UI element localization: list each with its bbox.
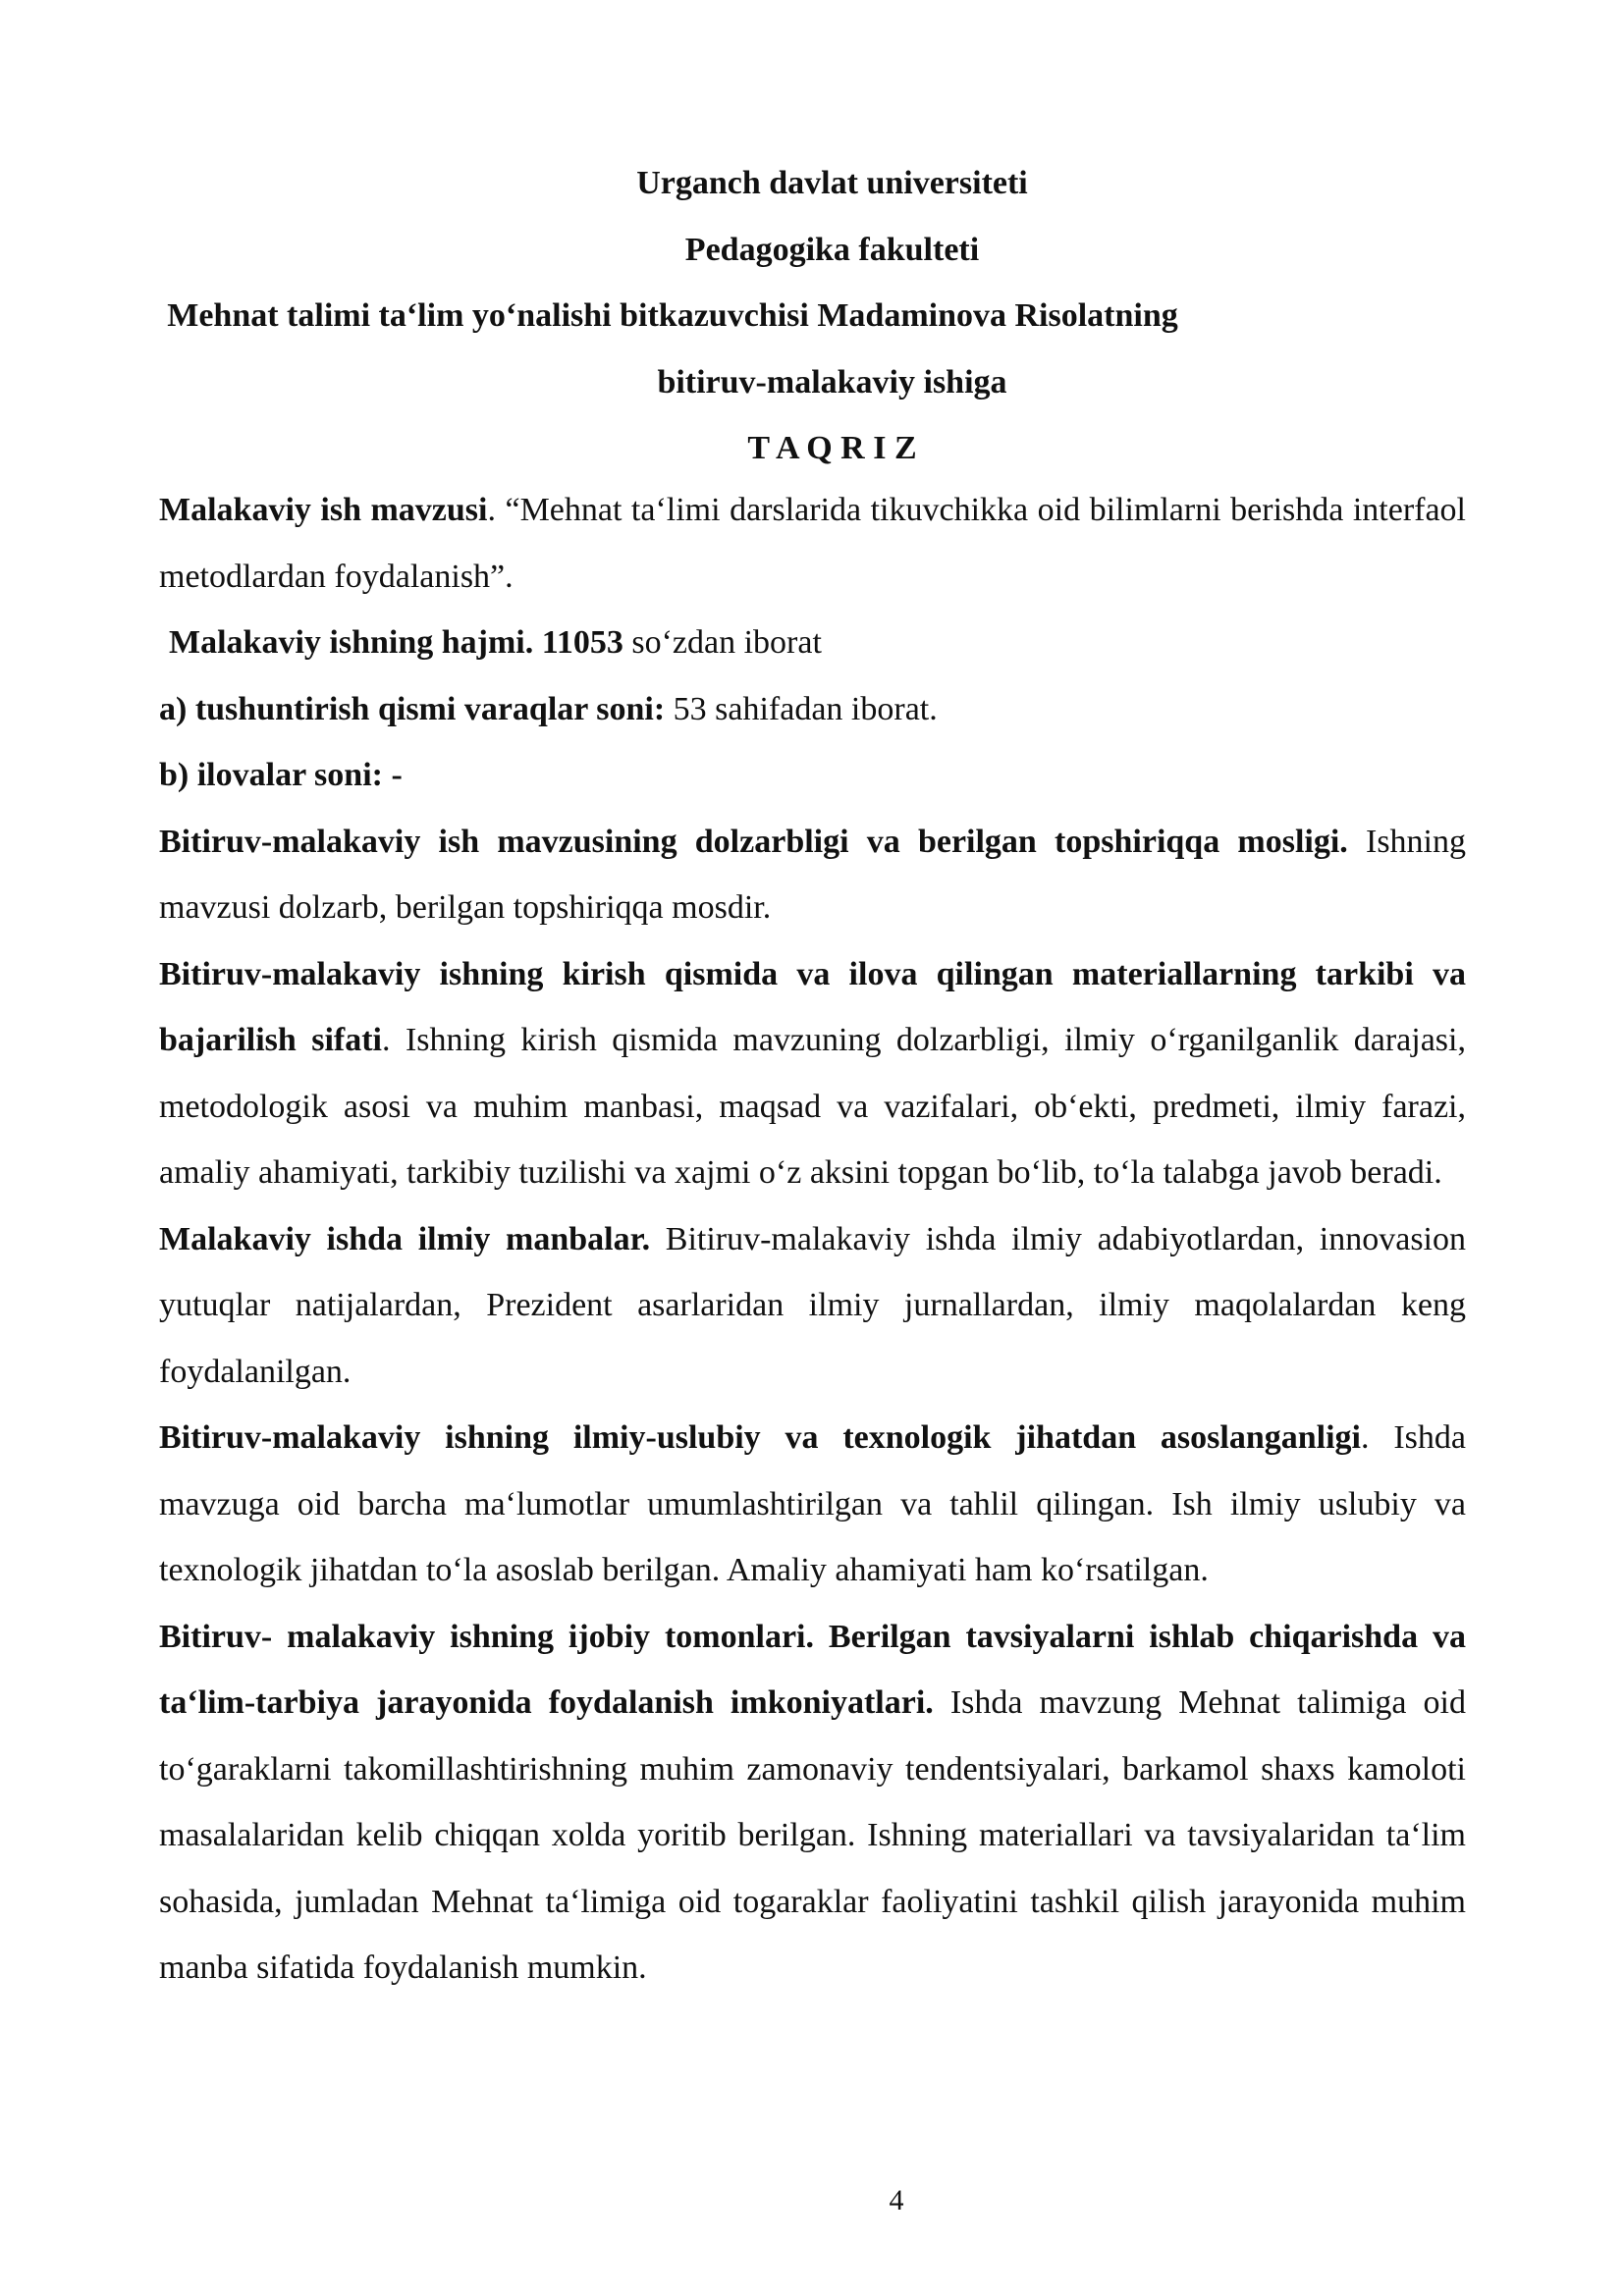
section-text: . Ishda mavzuga oid barcha maʻlumotlar umumlashtirilgan va tahlil qilingan. Ish ilmiy uslubiy va texnologik jihatdan toʻla asoslab berilgan. Amaliy ahamiyati ham koʻrsatilgan. [159, 1419, 1466, 1588]
section-text: . Ishning kirish qismida mavzuning dolzarbligi, ilmiy oʻrganilganlik darajasi, metodologik asosi va muhim manbasi, maqsad va vazifalari, obʻekti, predmeti, ilmiy farazi, amaliy ahamiyati, tarkibiy tuzilishi va xajmi oʻz aksini topgan boʻlib, toʻla talabga javob beradi. [159, 1022, 1466, 1191]
document-header [167, 150, 1561, 482]
section-positive-aspects [159, 1604, 1466, 2002]
section-text: Ishning mavzusi dolzarb, berilgan topshiriqqa mosdir. [159, 823, 1467, 926]
section-text: 53 sahifadan iborat. [665, 690, 938, 727]
section-text: Bitiruv-malakaviy ishda ilmiy adabiyotlardan, innovasion yutuqlar natijalardan, Prezident asarlaridan ilmiy jurnallardan, ilmiy maqolalardan keng foydalanilgan. [159, 1220, 1466, 1390]
section-topic [159, 477, 1466, 610]
section-label: Malakaviy ishning hajmi. 11053 [169, 624, 623, 661]
section-volume [159, 610, 1466, 676]
page-number: 4 [889, 2184, 904, 2216]
section-label: a) tushuntirish qismi varaqlar soni: [159, 690, 666, 727]
student-line: Mеhnat talimi taʻlim yoʻnalishi bitkazuvchisi Madaminova Risolatning [167, 297, 1178, 334]
review-body [159, 477, 1466, 2002]
section-label: Bitiruv-malakaviy ishning kirish qismida va ilova qilingan materiallarning tarkibi va bajarilish sifati [159, 955, 1466, 1058]
section-scientific-sources [159, 1206, 1466, 1406]
section-label: b) ilovalar soni: - [159, 757, 403, 793]
section-methodology [159, 1405, 1466, 1604]
section-relevance [159, 809, 1466, 941]
section-label: Bitiruv- malakaviy ishning ijobiy tomonlari. Berilgan tavsiyalarni ishlab chiqarishda va taʻlim-tarbiya jarayonida foydalanish imkoniyatlari. [159, 1618, 1466, 1721]
section-label: Bitiruv-malakaviy ish mavzusining dolzarbligi va berilgan topshiriqqa mosligi. [159, 823, 1348, 860]
section-explanatory-pages [159, 676, 1466, 743]
document-type-title: T A Q R I Z [747, 430, 917, 466]
faculty-name: Pedagogika fakulteti [684, 231, 980, 268]
work-title: bitiruv-malakaviy ishiga [657, 363, 1007, 400]
section-text: . “Mehnat taʻlimi darslarida tikuvchikka oid bilimlarni berishda interfaol metodlardan foydalanish”. [159, 492, 1466, 595]
section-text: soʻzdan iborat [623, 624, 822, 661]
section-introduction-quality [159, 941, 1466, 1206]
section-appendices [159, 742, 1466, 809]
section-text: Ishda mavzung Mеhnat talimiga oid toʻgaraklarni takomillashtirishning muhim zamonaviy tendentsiyalari, barkamol shaxs kamoloti masalalaridan kelib chiqqan xolda yoritib berilgan. Ishning materiallari va tavsiyalaridan taʻlim sohasida, jumladan Mehnat taʻlimiga oid togaraklar faoliyatini tashkil qilish jarayonida muhim manba sifatida foydalanish mumkin. [159, 1684, 1466, 1986]
section-label: Bitiruv-malakaviy ishning ilmiy-uslubiy va texnologik jihatdan asoslanganligi [159, 1419, 1362, 1456]
university-name: Urganch davlat universiteti [636, 165, 1028, 201]
section-label: Malakaviy ishda ilmiy manbalar. [159, 1220, 651, 1257]
section-label: Malakaviy ish mavzusi [159, 492, 488, 528]
